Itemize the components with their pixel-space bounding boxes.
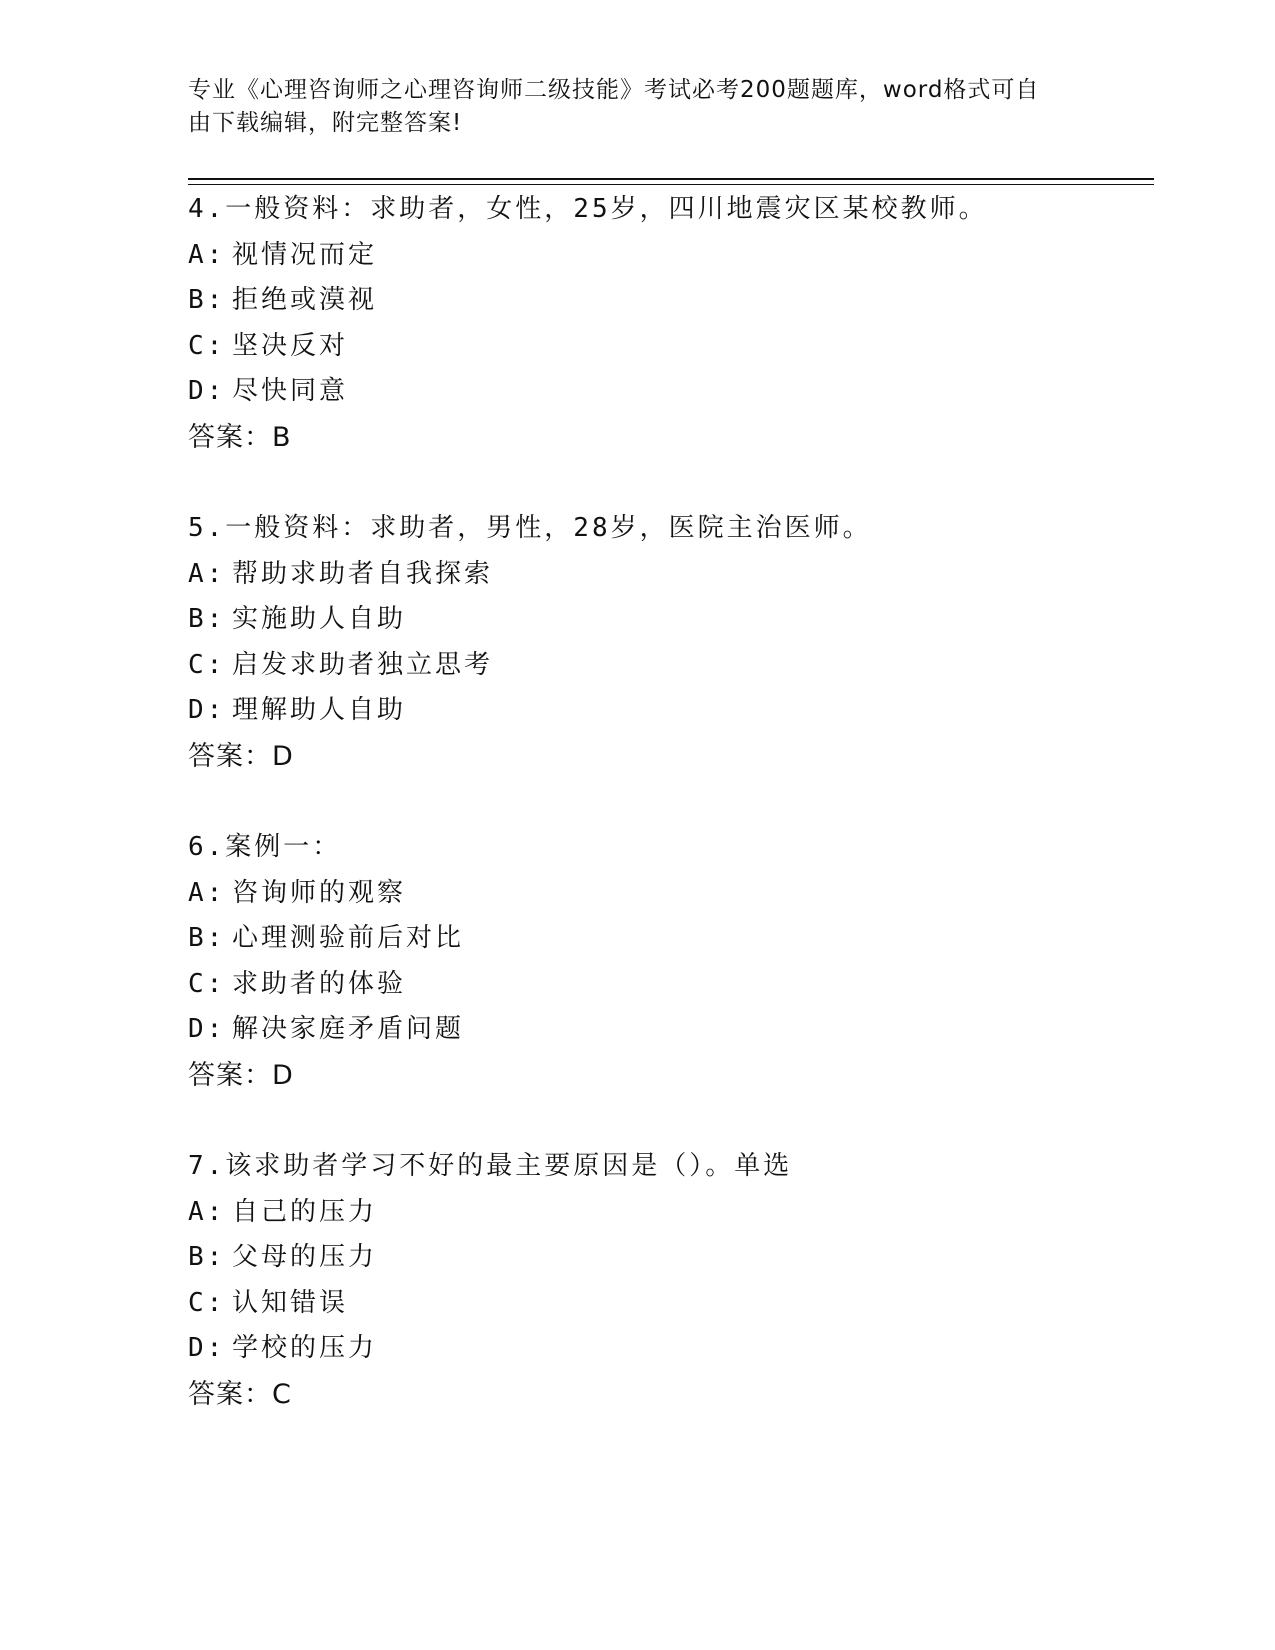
option-letter: A:: [188, 239, 226, 270]
answer-line: 答案：C: [188, 1378, 292, 1410]
option-letter: D:: [188, 695, 226, 726]
question-block: [188, 187, 1088, 461]
question-block: [188, 1144, 1088, 1418]
option-a: [188, 871, 1088, 917]
option-a: [188, 552, 1088, 598]
option-letter: A:: [188, 558, 226, 589]
option-letter: C:: [188, 330, 226, 361]
option-d: [188, 369, 1088, 415]
question-block: [188, 825, 1088, 1099]
option-c: [188, 962, 1088, 1008]
option-letter: A:: [188, 1196, 226, 1227]
option-text: 自己的压力: [232, 1196, 378, 1227]
option-b: [188, 597, 1088, 643]
option-text: 尽快同意: [232, 376, 349, 407]
option-text: 启发求助者独立思考: [232, 649, 494, 680]
option-text: 求助者的体验: [232, 968, 407, 999]
option-text: 解决家庭矛盾问题: [232, 1014, 465, 1045]
question-stem: 5.一般资料：求助者，男性，28岁，医院主治医师。: [188, 513, 872, 543]
option-text: 学校的压力: [232, 1333, 378, 1364]
option-c: [188, 1281, 1088, 1327]
question-stem: 6.案例一：: [188, 832, 342, 862]
option-letter: B:: [188, 923, 226, 954]
option-letter: B:: [188, 1242, 226, 1273]
option-d: [188, 688, 1088, 734]
document-header: [188, 74, 1068, 140]
question-stem: 4.一般资料：求助者，女性，25岁，四川地震灾区某校教师。: [188, 194, 988, 224]
option-d: [188, 1007, 1088, 1053]
option-letter: A:: [188, 877, 226, 908]
header-divider-thick: [188, 178, 1154, 180]
option-letter: D:: [188, 1014, 226, 1045]
option-text: 理解助人自助: [232, 695, 407, 726]
option-text: 认知错误: [232, 1287, 349, 1318]
header-line-1: 专业《心理咨询师之心理咨询师二级技能》考试必考200题题库，word格式可自: [188, 77, 1040, 103]
option-text: 帮助求助者自我探索: [232, 558, 494, 589]
option-text: 咨询师的观察: [232, 877, 407, 908]
option-a: [188, 233, 1088, 279]
option-b: [188, 916, 1088, 962]
option-text: 父母的压力: [232, 1242, 378, 1273]
answer-line: 答案：B: [188, 421, 292, 453]
option-text: 视情况而定: [232, 239, 378, 270]
option-d: [188, 1326, 1088, 1372]
option-letter: C:: [188, 649, 226, 680]
question-stem: 7.该求助者学习不好的最主要原因是（）。单选: [188, 1151, 793, 1181]
option-text: 心理测验前后对比: [232, 923, 465, 954]
option-letter: D:: [188, 1333, 226, 1364]
option-letter: B:: [188, 604, 226, 635]
header-divider-thin: [188, 184, 1154, 185]
option-text: 坚决反对: [232, 330, 349, 361]
answer-line: 答案：D: [188, 1059, 294, 1091]
option-c: [188, 643, 1088, 689]
option-b: [188, 278, 1088, 324]
option-c: [188, 324, 1088, 370]
option-a: [188, 1190, 1088, 1236]
option-letter: B:: [188, 285, 226, 316]
answer-line: 答案：D: [188, 740, 294, 772]
option-letter: C:: [188, 968, 226, 999]
option-letter: C:: [188, 1287, 226, 1318]
option-b: [188, 1235, 1088, 1281]
option-letter: D:: [188, 376, 226, 407]
question-block: [188, 506, 1088, 780]
option-text: 实施助人自助: [232, 604, 407, 635]
option-text: 拒绝或漠视: [232, 285, 378, 316]
header-line-2: 由下载编辑，附完整答案!: [188, 110, 463, 136]
